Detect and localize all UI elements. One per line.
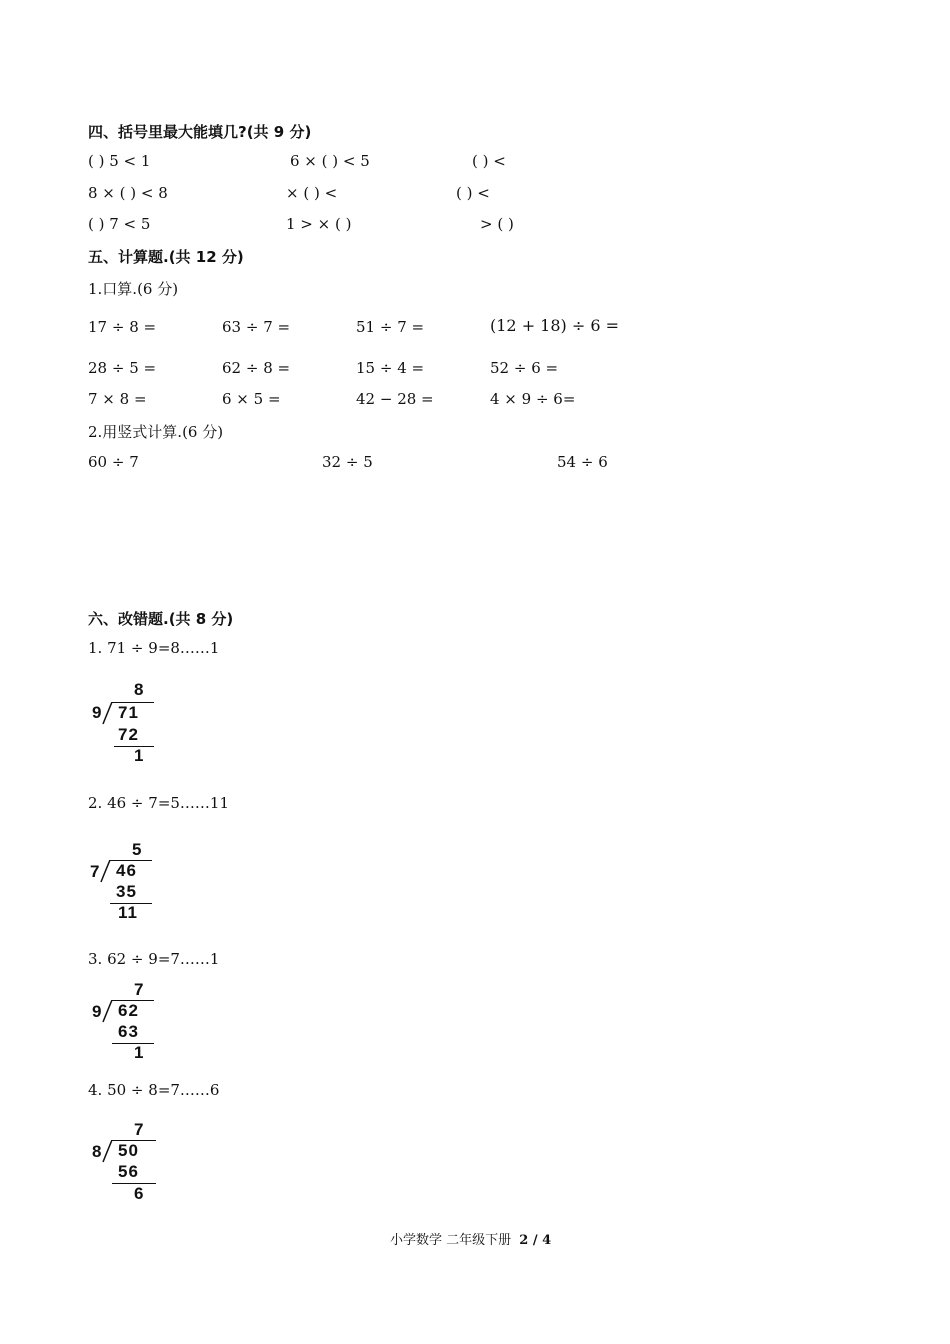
- quotient: 8: [134, 680, 145, 699]
- error-item-label: 4. 50 ÷ 8=7……6: [88, 1081, 220, 1099]
- dividend: 62: [118, 1001, 139, 1020]
- section-5-title: 五、计算题.(共 12 分): [88, 248, 244, 266]
- product: 72: [118, 725, 139, 744]
- dividend: 71: [118, 703, 139, 722]
- page-footer: [390, 1229, 551, 1248]
- divisor: 9: [92, 1002, 103, 1021]
- oral-item: 51 ÷ 7 =: [356, 318, 425, 336]
- divisor: 7: [90, 862, 101, 881]
- error-item-label: 1. 71 ÷ 9=8……1: [88, 639, 220, 657]
- long-division: [88, 680, 168, 770]
- division-bracket: [102, 1000, 114, 1024]
- long-division: [88, 980, 168, 1070]
- remainder: 1: [134, 746, 145, 765]
- product: 56: [118, 1162, 139, 1181]
- oral-item: 6 × 5 =: [222, 390, 281, 408]
- remainder: 1: [134, 1043, 145, 1062]
- oral-item: 62 ÷ 8 =: [222, 359, 291, 377]
- long-division: [88, 840, 168, 930]
- fill-item: ( ) 5 < 1: [88, 152, 151, 170]
- quotient: 7: [134, 1120, 145, 1139]
- quotient: 7: [134, 980, 145, 999]
- page-number: 2 / 4: [519, 1233, 552, 1248]
- remainder: 6: [134, 1184, 145, 1203]
- divisor: 9: [92, 703, 103, 722]
- fill-item: > ( ): [480, 215, 514, 233]
- section-6-title: 六、改错题.(共 8 分): [88, 610, 234, 628]
- vertical-item: 54 ÷ 6: [557, 453, 608, 471]
- dividend: 50: [118, 1141, 139, 1160]
- fill-item: 1 > × ( ): [286, 215, 352, 233]
- divisor: 8: [92, 1142, 103, 1161]
- footer-subject: 小学数学 二年级下册: [390, 1233, 512, 1248]
- oral-item: 7 × 8 =: [88, 390, 147, 408]
- oral-item: 4 × 9 ÷ 6=: [490, 390, 576, 408]
- division-bracket: [102, 702, 114, 726]
- subtraction-line: [112, 1043, 154, 1044]
- long-division: [88, 1120, 168, 1210]
- oral-item: 17 ÷ 8 =: [88, 318, 157, 336]
- fill-item: 8 × ( ) < 8: [88, 184, 168, 202]
- fill-item: ( ) 7 < 5: [88, 215, 151, 233]
- vertical-calc-title: 2.用竖式计算.(6 分): [88, 423, 224, 441]
- dividend: 46: [116, 861, 137, 880]
- product: 63: [118, 1022, 139, 1041]
- vertical-item: 60 ÷ 7: [88, 453, 139, 471]
- remainder: 11: [118, 903, 138, 922]
- division-bracket: [102, 1140, 114, 1164]
- fill-item: ( ) <: [472, 152, 506, 170]
- error-item-label: 3. 62 ÷ 9=7……1: [88, 950, 220, 968]
- oral-item: 63 ÷ 7 =: [222, 318, 291, 336]
- quotient: 5: [132, 840, 143, 859]
- oral-item: (12 + 18) ÷ 6 =: [490, 316, 620, 335]
- oral-item: 42 − 28 =: [356, 390, 434, 408]
- vertical-item: 32 ÷ 5: [322, 453, 373, 471]
- oral-item: 52 ÷ 6 =: [490, 359, 559, 377]
- fill-item: ( ) <: [456, 184, 490, 202]
- product: 35: [116, 882, 137, 901]
- section-4-title: 四、括号里最大能填几?(共 9 分): [88, 123, 312, 141]
- oral-calc-title: 1.口算.(6 分): [88, 280, 179, 298]
- fill-item: × ( ) <: [286, 184, 338, 202]
- oral-item: 28 ÷ 5 =: [88, 359, 157, 377]
- fill-item: 6 × ( ) < 5: [290, 152, 370, 170]
- oral-item: 15 ÷ 4 =: [356, 359, 425, 377]
- error-item-label: 2. 46 ÷ 7=5……11: [88, 794, 230, 812]
- division-bracket: [100, 860, 112, 884]
